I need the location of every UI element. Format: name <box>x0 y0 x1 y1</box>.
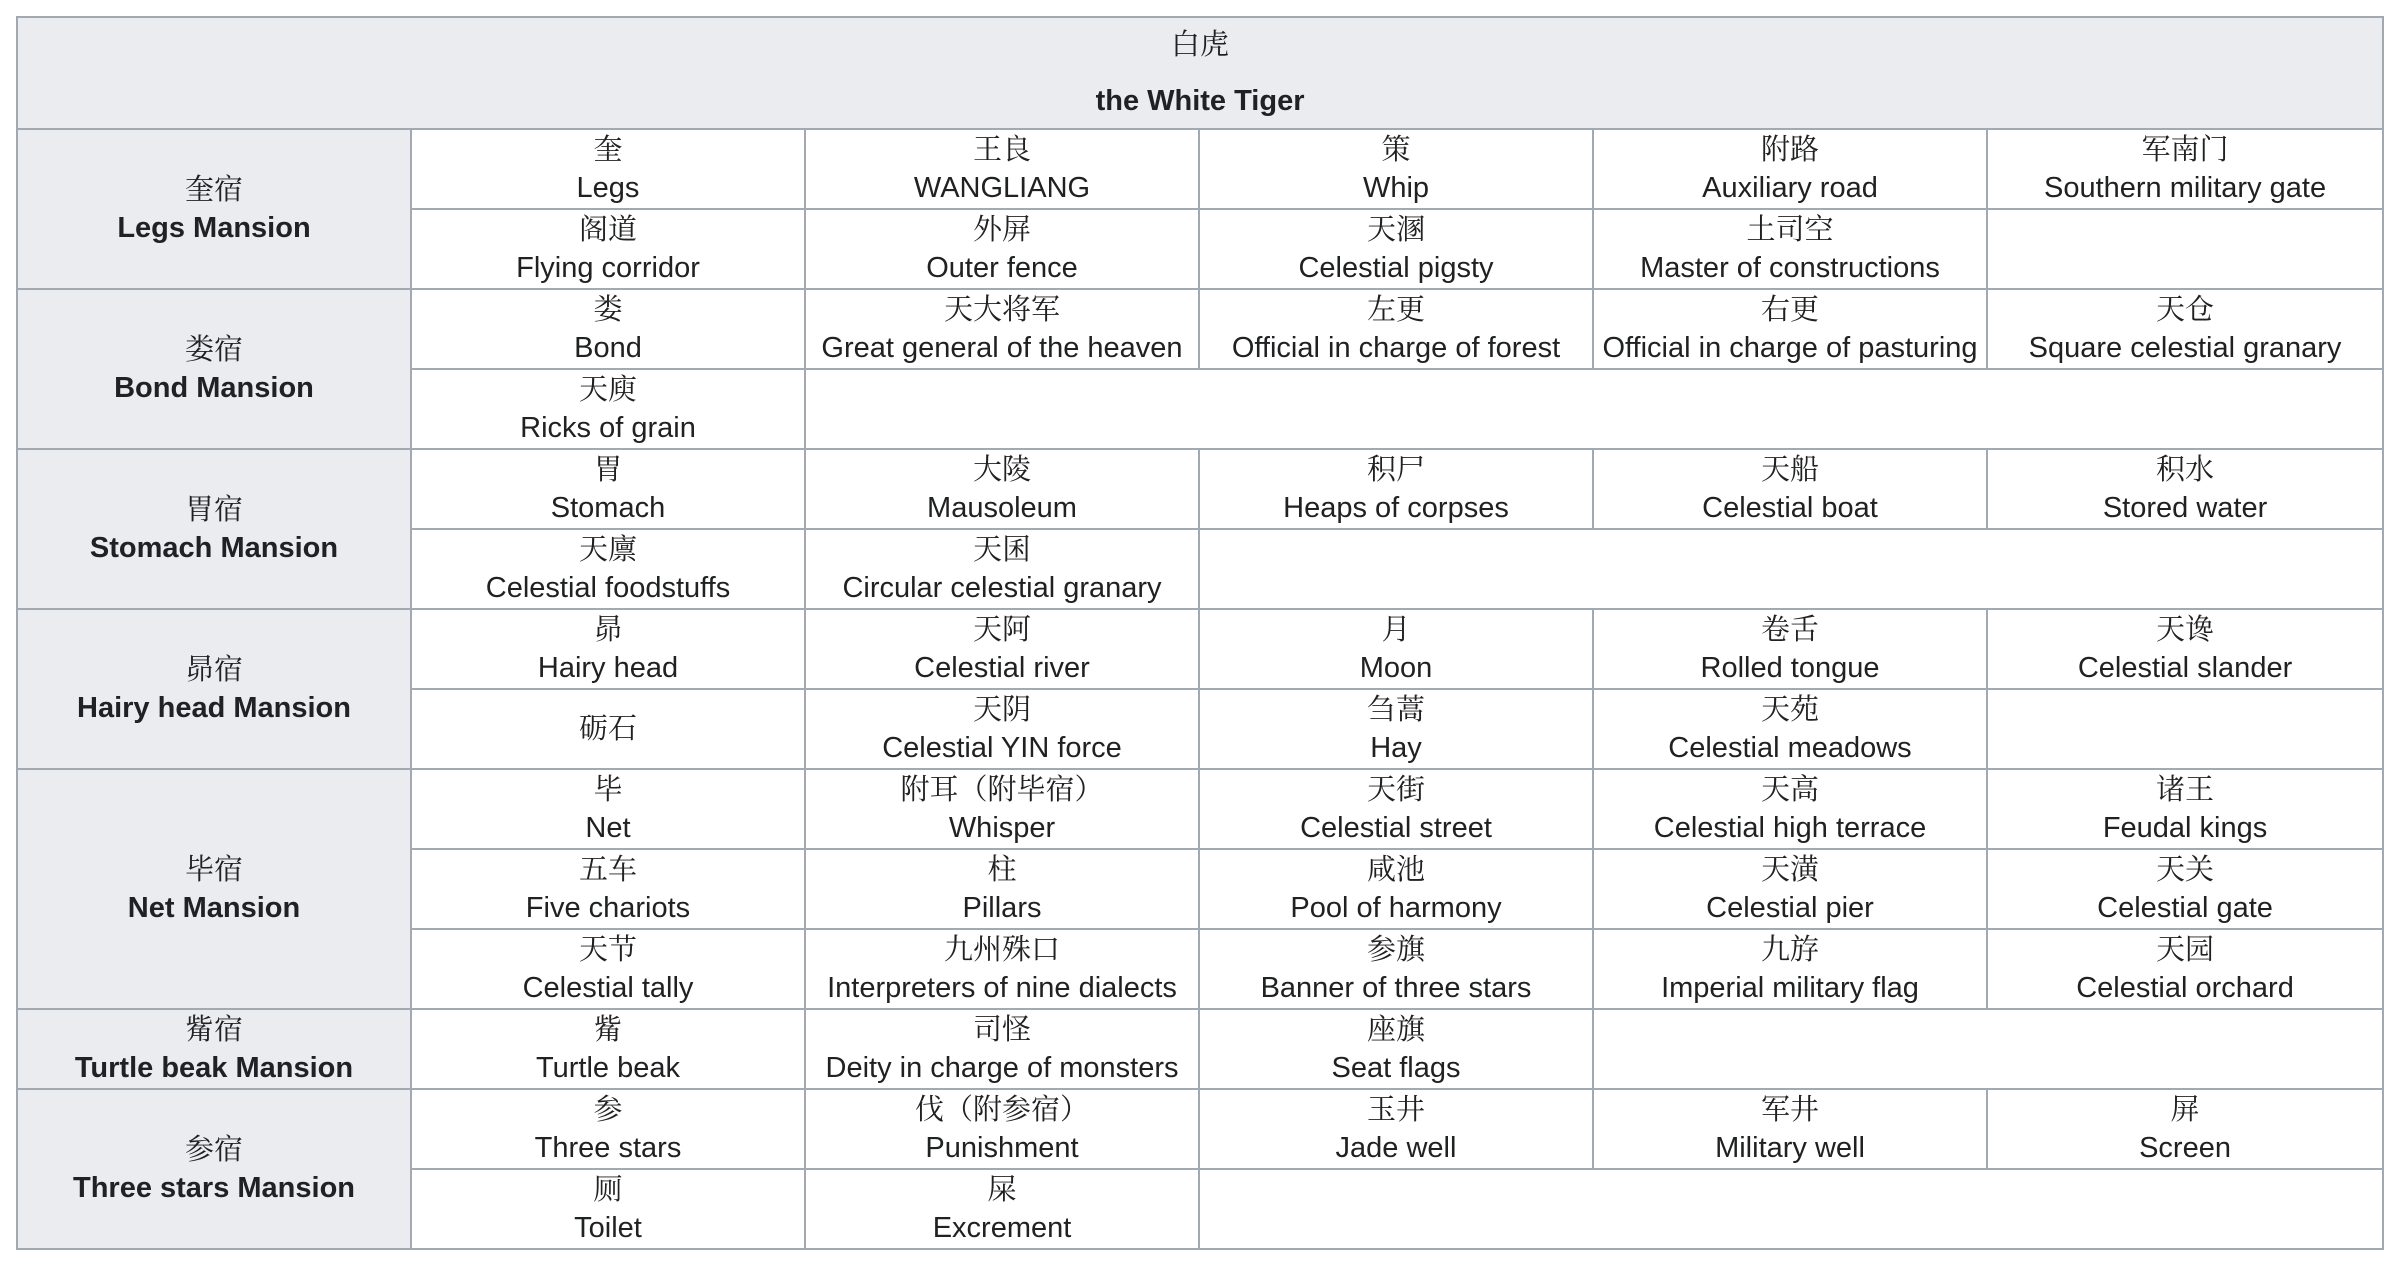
table-row <box>17 129 2383 209</box>
mansion-header <box>17 449 411 609</box>
star-name-cn: 王良 <box>972 134 1031 166</box>
star-cell <box>1199 289 1593 369</box>
mansion-name-en: Net Mansion <box>127 892 301 924</box>
star-cell <box>411 929 805 1009</box>
star-name-cn: 九州殊口 <box>943 934 1060 966</box>
star-name-cn: 厕 <box>593 1174 623 1206</box>
star-name-en: Ricks of grain <box>520 412 696 444</box>
star-name-cn: 咸池 <box>1366 854 1425 886</box>
table-title <box>17 17 2383 129</box>
star-cell <box>805 449 1199 529</box>
star-name-cn: 天高 <box>1760 774 1819 806</box>
star-name-en: Screen <box>2139 1132 2231 1164</box>
star-cell <box>1199 769 1593 849</box>
empty-cell <box>805 369 2383 449</box>
star-cell <box>411 1089 805 1169</box>
star-cell <box>805 209 1199 289</box>
star-name-en: Stomach <box>550 492 666 524</box>
mansion-header <box>17 1009 411 1089</box>
star-name-en: Bond <box>574 332 642 364</box>
star-name-cn: 天街 <box>1366 774 1425 806</box>
star-name-cn: 天关 <box>2156 854 2215 886</box>
star-name-cn: 外屏 <box>972 214 1031 246</box>
mansion-header <box>17 129 411 289</box>
star-name-cn: 附路 <box>1760 134 1819 166</box>
mansion-name-en: Bond Mansion <box>114 372 314 404</box>
star-name-cn: 天阴 <box>972 694 1031 726</box>
star-cell <box>1987 689 2383 769</box>
star-name-cn: 天园 <box>2156 934 2215 966</box>
star-name-cn: 策 <box>1381 134 1411 166</box>
mansion-name-en: Stomach Mansion <box>89 532 339 564</box>
star-name-en: Interpreters of nine dialects <box>827 972 1177 1004</box>
star-cell <box>1593 849 1987 929</box>
star-cell <box>1987 849 2383 929</box>
star-cell <box>1987 289 2383 369</box>
star-cell <box>411 609 805 689</box>
star-name-cn: 天溷 <box>1366 214 1425 246</box>
star-name-en: Pool of harmony <box>1290 892 1502 924</box>
star-name-cn: 土司空 <box>1746 214 1834 246</box>
star-name-cn: 五车 <box>578 854 637 886</box>
star-name-cn: 娄 <box>593 294 623 326</box>
star-name-en: Celestial street <box>1300 812 1492 844</box>
star-name-en: Square celestial granary <box>2028 332 2342 364</box>
mansion-name-cn: 参宿 <box>184 1134 243 1166</box>
table-title-en: the White Tiger <box>1095 85 1305 117</box>
star-name-en: Hay <box>1370 732 1422 764</box>
empty-cell <box>1593 1009 2383 1089</box>
star-name-en: Hairy head <box>537 652 679 684</box>
star-cell <box>1987 609 2383 689</box>
star-cell <box>411 849 805 929</box>
star-name-en: Pillars <box>962 892 1042 924</box>
star-name-en: Net <box>585 812 631 844</box>
star-cell <box>1593 129 1987 209</box>
star-name-en: Punishment <box>925 1132 1079 1164</box>
star-cell <box>1593 929 1987 1009</box>
star-name-en: Celestial gate <box>2097 892 2273 924</box>
star-name-en: Mausoleum <box>927 492 1077 524</box>
star-name-en: WANGLIANG <box>913 172 1091 204</box>
star-name-cn: 伐（附参宿） <box>914 1094 1089 1126</box>
star-name-cn: 天船 <box>1760 454 1819 486</box>
star-name-en: Five chariots <box>525 892 691 924</box>
star-name-en: Celestial YIN force <box>882 732 1122 764</box>
star-cell <box>805 1009 1199 1089</box>
star-name-cn: 毕 <box>593 774 623 806</box>
mansion-name-en: Three stars Mansion <box>72 1172 356 1204</box>
mansion-name-cn: 毕宿 <box>184 854 243 886</box>
star-cell <box>1593 609 1987 689</box>
star-cell <box>805 529 1199 609</box>
mansion-name-cn: 胃宿 <box>184 494 243 526</box>
star-name-cn: 右更 <box>1760 294 1819 326</box>
star-cell <box>411 129 805 209</box>
star-cell <box>411 449 805 529</box>
star-cell <box>805 769 1199 849</box>
table-row <box>17 289 2383 369</box>
table-row <box>17 1009 2383 1089</box>
star-name-en: Stored water <box>2102 492 2268 524</box>
star-name-en: Southern military gate <box>2043 172 2327 204</box>
star-cell <box>411 689 805 769</box>
star-name-cn: 天囷 <box>972 534 1031 566</box>
star-name-en: Rolled tongue <box>1700 652 1880 684</box>
mansion-header <box>17 289 411 449</box>
star-name-cn: 屎 <box>987 1174 1017 1206</box>
star-name-cn: 玉井 <box>1366 1094 1425 1126</box>
star-cell <box>1987 209 2383 289</box>
star-name-cn: 柱 <box>987 854 1017 886</box>
star-name-en: Whip <box>1362 172 1430 204</box>
star-cell <box>805 289 1199 369</box>
star-cell <box>1593 689 1987 769</box>
table-row <box>17 1089 2383 1169</box>
table-row <box>17 769 2383 849</box>
star-name-en: Moon <box>1359 652 1433 684</box>
mansion-name-cn: 昴宿 <box>184 654 243 686</box>
star-name-en: Three stars <box>534 1132 682 1164</box>
star-name-en: Excrement <box>932 1212 1072 1244</box>
star-name-en: Turtle beak <box>536 1052 680 1084</box>
star-cell <box>411 289 805 369</box>
star-name-en: Whisper <box>948 812 1056 844</box>
star-name-cn: 天庾 <box>578 374 637 406</box>
star-name-en: Celestial slander <box>2077 652 2293 684</box>
star-name-en: Banner of three stars <box>1260 972 1532 1004</box>
star-cell <box>1199 929 1593 1009</box>
star-cell <box>1593 449 1987 529</box>
star-name-cn: 左更 <box>1366 294 1425 326</box>
star-cell <box>1199 689 1593 769</box>
table-row <box>17 609 2383 689</box>
star-name-cn: 胃 <box>593 454 623 486</box>
star-name-cn: 砺石 <box>578 713 637 745</box>
mansion-header <box>17 1089 411 1249</box>
star-cell <box>411 369 805 449</box>
mansion-name-en: Hairy head Mansion <box>77 692 351 724</box>
star-name-en: Celestial pier <box>1706 892 1874 924</box>
star-name-cn: 刍蒿 <box>1366 694 1425 726</box>
star-name-cn: 天廪 <box>578 534 637 566</box>
star-cell <box>805 689 1199 769</box>
star-cell <box>411 209 805 289</box>
star-name-en: Celestial tally <box>522 972 694 1004</box>
star-cell <box>1199 849 1593 929</box>
table-row <box>17 449 2383 529</box>
star-cell <box>411 1169 805 1249</box>
star-name-cn: 卷舌 <box>1760 614 1819 646</box>
star-name-en: Celestial orchard <box>2076 972 2294 1004</box>
mansion-name-cn: 觜宿 <box>184 1014 243 1046</box>
star-name-cn: 奎 <box>593 134 623 166</box>
table-title-cn: 白虎 <box>1171 29 1230 61</box>
star-cell <box>411 1009 805 1089</box>
mansion-header <box>17 769 411 1009</box>
star-name-cn: 阁道 <box>578 214 637 246</box>
star-cell <box>411 529 805 609</box>
star-name-cn: 天潢 <box>1760 854 1819 886</box>
white-tiger-table <box>16 16 2384 1250</box>
star-name-en: Military well <box>1715 1132 1865 1164</box>
star-cell <box>805 849 1199 929</box>
star-name-en: Celestial foodstuffs <box>485 572 731 604</box>
star-cell <box>1199 129 1593 209</box>
star-cell <box>805 1089 1199 1169</box>
star-name-en: Celestial high terrace <box>1653 812 1927 844</box>
star-name-cn: 积尸 <box>1366 454 1425 486</box>
star-name-cn: 司怪 <box>972 1014 1031 1046</box>
star-name-cn: 附耳（附毕宿） <box>900 774 1104 806</box>
star-cell <box>411 769 805 849</box>
star-cell <box>1199 449 1593 529</box>
star-name-cn: 参旗 <box>1366 934 1425 966</box>
star-name-cn: 天苑 <box>1760 694 1819 726</box>
star-name-cn: 觜 <box>593 1014 623 1046</box>
star-name-cn: 天阿 <box>972 614 1031 646</box>
star-cell <box>1987 1089 2383 1169</box>
star-cell <box>1593 209 1987 289</box>
star-cell <box>1199 1089 1593 1169</box>
star-name-en: Flying corridor <box>516 252 700 284</box>
star-cell <box>1987 449 2383 529</box>
star-name-en: Toilet <box>574 1212 642 1244</box>
star-name-en: Heaps of corpses <box>1283 492 1509 524</box>
empty-cell <box>1199 529 2383 609</box>
table-body <box>17 129 2383 1249</box>
star-cell <box>805 929 1199 1009</box>
star-name-en: Circular celestial granary <box>842 572 1162 604</box>
star-cell <box>805 129 1199 209</box>
star-name-cn: 军南门 <box>2141 134 2229 166</box>
star-name-en: Master of constructions <box>1640 252 1940 284</box>
star-cell <box>805 609 1199 689</box>
star-cell <box>1199 1009 1593 1089</box>
star-name-en: Seat flags <box>1331 1052 1461 1084</box>
star-cell <box>1199 209 1593 289</box>
mansion-name-cn: 娄宿 <box>184 334 243 366</box>
star-name-en: Celestial river <box>914 652 1090 684</box>
star-cell <box>1593 1089 1987 1169</box>
star-name-en: Legs <box>576 172 640 204</box>
star-cell <box>1593 769 1987 849</box>
star-name-en: Jade well <box>1335 1132 1457 1164</box>
star-cell <box>1987 129 2383 209</box>
star-name-cn: 天节 <box>578 934 637 966</box>
star-name-cn: 九斿 <box>1760 934 1819 966</box>
star-name-en: Celestial meadows <box>1668 732 1912 764</box>
mansion-name-en: Turtle beak Mansion <box>74 1052 354 1084</box>
star-cell <box>1199 609 1593 689</box>
mansion-name-cn: 奎宿 <box>184 174 243 206</box>
mansion-name-en: Legs Mansion <box>117 212 311 244</box>
star-name-cn: 军井 <box>1760 1094 1819 1126</box>
star-name-en: Feudal kings <box>2102 812 2268 844</box>
star-cell <box>1987 769 2383 849</box>
star-name-cn: 屏 <box>2170 1094 2200 1126</box>
star-name-cn: 天谗 <box>2156 614 2215 646</box>
star-cell <box>1987 929 2383 1009</box>
star-name-en: Great general of the heaven <box>821 332 1183 364</box>
star-name-cn: 天仓 <box>2156 294 2215 326</box>
star-name-cn: 大陵 <box>972 454 1031 486</box>
mansion-header <box>17 609 411 769</box>
star-name-cn: 月 <box>1381 614 1411 646</box>
star-name-en: Celestial boat <box>1702 492 1878 524</box>
star-name-en: Auxiliary road <box>1702 172 1878 204</box>
star-name-en: Outer fence <box>926 252 1078 284</box>
empty-cell <box>1199 1169 2383 1249</box>
star-name-en: Imperial military flag <box>1661 972 1919 1004</box>
star-name-en: Official in charge of pasturing <box>1602 332 1978 364</box>
star-name-cn: 昴 <box>593 614 623 646</box>
star-name-cn: 座旗 <box>1366 1014 1425 1046</box>
star-name-cn: 天大将军 <box>943 294 1060 326</box>
star-name-en: Deity in charge of monsters <box>825 1052 1179 1084</box>
star-name-en: Celestial pigsty <box>1298 252 1494 284</box>
star-name-cn: 诸王 <box>2156 774 2215 806</box>
star-cell <box>1593 289 1987 369</box>
star-name-cn: 参 <box>593 1094 623 1126</box>
star-name-cn: 积水 <box>2156 454 2215 486</box>
star-cell <box>805 1169 1199 1249</box>
star-name-en: Official in charge of forest <box>1231 332 1561 364</box>
